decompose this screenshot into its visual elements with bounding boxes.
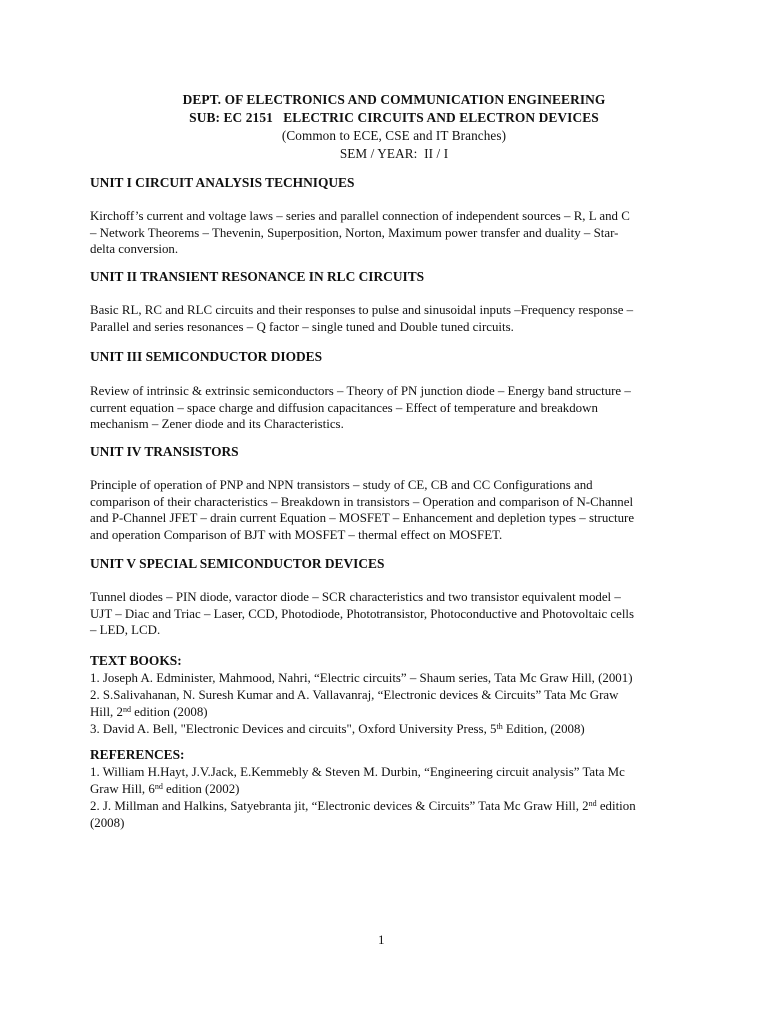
unit-line: – LED, LCD. xyxy=(90,623,161,637)
unit-line: and P-Channel JFET – drain current Equation – MOSFET – Enhancement and depletion types – structure xyxy=(90,511,635,525)
unit-title: UNIT III SEMICONDUCTOR DIODES xyxy=(90,349,323,364)
text-books-title: TEXT BOOKS: xyxy=(90,653,182,668)
unit-description xyxy=(90,589,634,639)
unit-description xyxy=(90,383,631,433)
reference-entry-continued: (2008) xyxy=(90,816,125,830)
unit-line: Kirchoff’s current and voltage laws – series and parallel connection of independent sources – R, L and C xyxy=(90,209,630,223)
unit-title: UNIT I CIRCUIT ANALYSIS TECHNIQUES xyxy=(90,175,355,190)
common-branches-note: (Common to ECE, CSE and IT Branches) xyxy=(281,128,507,143)
text-books-list xyxy=(90,670,633,738)
unit-description xyxy=(90,302,633,335)
unit-line: Principle of operation of PNP and NPN transistors – study of CE, CB and CC Configurations and xyxy=(90,478,593,492)
book-entry-continued: Hill, 2nd edition (2008) xyxy=(90,705,208,719)
unit-line: Review of intrinsic & extrinsic semiconductors – Theory of PN junction diode – Energy band structure – xyxy=(90,384,631,398)
unit-line: current equation – space charge and diffusion capacitances – Effect of temperature and breakdown xyxy=(90,400,598,415)
document-header xyxy=(0,91,768,162)
page-number: 1 xyxy=(378,932,385,947)
references-title: REFERENCES: xyxy=(90,747,185,762)
text-books-section xyxy=(90,652,633,738)
unit-section xyxy=(90,348,631,433)
references-section xyxy=(90,746,636,832)
reference-entry: 1. William H.Hayt, J.V.Jack, E.Kemmebly & Steven M. Durbin, “Engineering circuit analysis” Tata Mc xyxy=(90,765,625,779)
unit-description xyxy=(90,477,634,543)
department-title: DEPT. OF ELECTRONICS AND COMMUNICATION ENGINEERING xyxy=(182,92,606,107)
unit-line: Tunnel diodes – PIN diode, varactor diode – SCR characteristics and two transistor equivalent model – xyxy=(90,590,621,604)
reference-entry-continued: Graw Hill, 6nd edition (2002) xyxy=(90,782,240,796)
unit-line: mechanism – Zener diode and its Characteristics. xyxy=(90,417,344,431)
unit-line: comparison of their characteristics – Breakdown in transistors – Operation and comparison of N-Channel xyxy=(90,494,634,509)
unit-section xyxy=(90,555,634,639)
unit-title: UNIT V SPECIAL SEMICONDUCTOR DEVICES xyxy=(90,556,385,571)
semester-year: SEM / YEAR: II / I xyxy=(339,146,449,161)
unit-section xyxy=(90,174,630,258)
unit-line: UJT – Diac and Triac – Laser, CCD, Photodiode, Phototransistor, Photoconductive and Photovoltaic cells xyxy=(90,606,635,621)
unit-line: – Network Theorems – Thevenin, Superposition, Norton, Maximum power transfer and duality – Star- xyxy=(90,225,619,240)
unit-description xyxy=(90,208,630,258)
unit-title: UNIT IV TRANSISTORS xyxy=(90,444,239,459)
reference-entry: 2. J. Millman and Halkins, Satyebranta jit, “Electronic devices & Circuits” Tata Mc Graw Hill, 2nd edition xyxy=(90,799,636,813)
unit-line: Parallel and series resonances – Q factor – single tuned and Double tuned circuits. xyxy=(90,319,514,334)
unit-line: and operation Comparison of BJT with MOSFET – thermal effect on MOSFET. xyxy=(90,527,503,542)
book-entry: 1. Joseph A. Edminister, Mahmood, Nahri, “Electric circuits” – Shaum series, Tata Mc Graw Hill, (2001) xyxy=(90,671,633,685)
unit-section xyxy=(90,443,634,543)
book-entry: 2. S.Salivahanan, N. Suresh Kumar and A. Vallavanraj, “Electronic devices & Circuits” Tata Mc Graw xyxy=(90,688,619,702)
unit-section xyxy=(90,268,633,335)
references-list xyxy=(90,764,636,832)
subject-title: SUB: EC 2151 ELECTRIC CIRCUITS AND ELECTRON DEVICES xyxy=(189,110,599,125)
unit-line: delta conversion. xyxy=(90,242,179,256)
book-entry: 3. David A. Bell, "Electronic Devices and circuits", Oxford University Press, 5th Edition, (2008) xyxy=(90,722,585,736)
unit-title: UNIT II TRANSIENT RESONANCE IN RLC CIRCUITS xyxy=(90,269,425,284)
unit-line: Basic RL, RC and RLC circuits and their responses to pulse and sinusoidal inputs –Frequency response – xyxy=(90,303,634,317)
